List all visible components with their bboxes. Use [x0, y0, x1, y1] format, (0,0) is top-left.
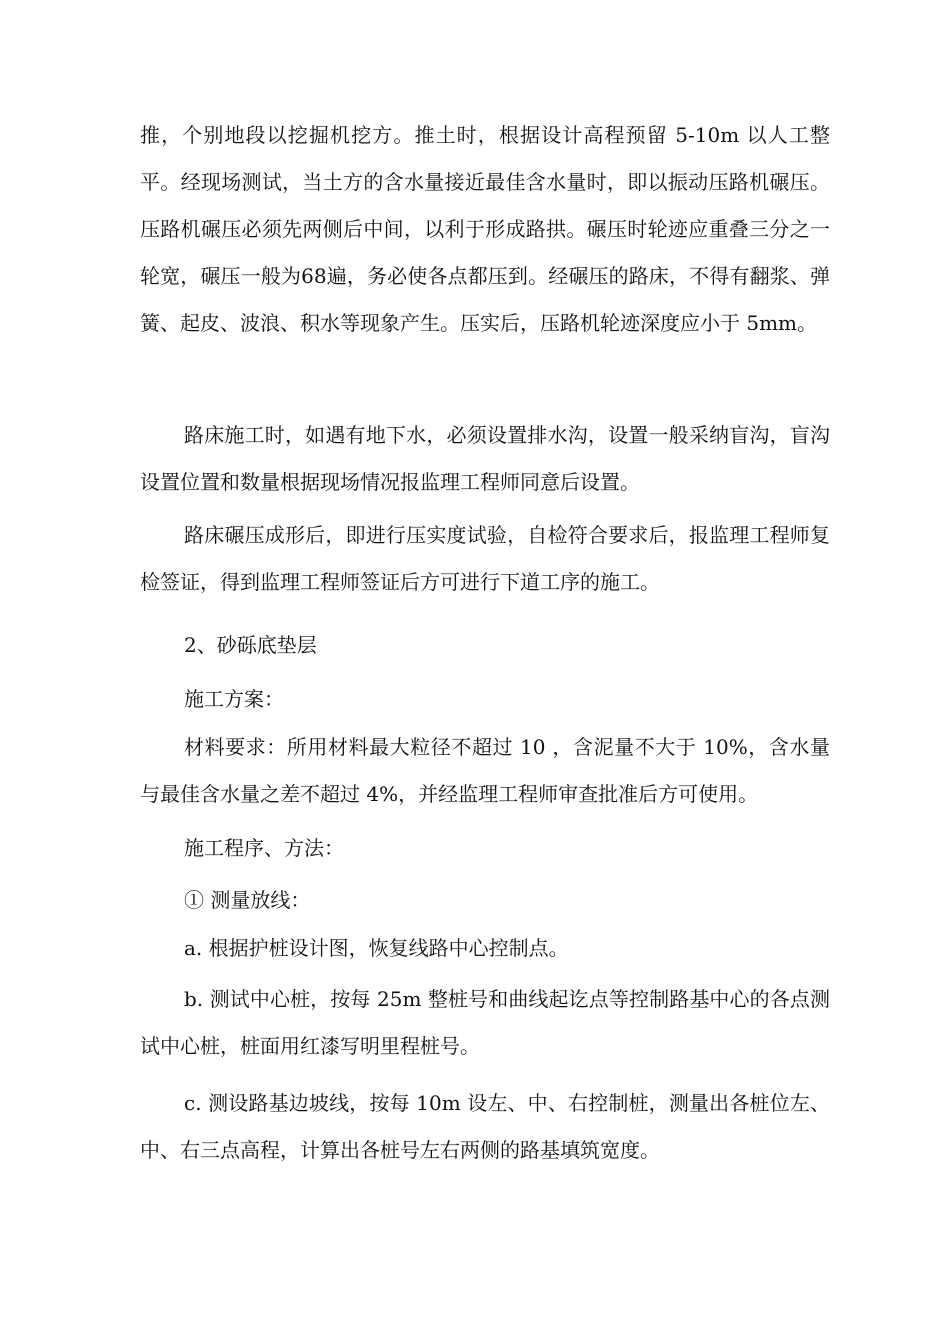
procedure-label: 施工程序、方法： — [184, 836, 344, 860]
paragraph-compaction-test: 路床碾压成形后，即进行压实度试验，自检符合要求后，报监理工程师复检签证，得到监理工程师签证后方可进行下道工序的施工。 — [140, 523, 830, 594]
item-b: b. 测试中心桩，按每 25m 整桩号和曲线起讫点等控制路基中心的各点测试中心桩，桩面用红漆写明里程桩号。 — [140, 987, 830, 1058]
step-survey-setout: ① 测量放线： — [184, 888, 311, 912]
paragraph-groundwater: 路床施工时，如遇有地下水，必须设置排水沟，设置一般采纳盲沟，盲沟设置位置和数量根据现场情况报监理工程师同意后设置。 — [140, 423, 830, 494]
construction-plan-label: 施工方案： — [184, 687, 284, 711]
section-heading: 2、砂砾底垫层 — [184, 633, 317, 657]
paragraph-material-requirements: 材料要求：所用材料最大粒径不超过 10 ，含泥量不大于 10%，含水量与最佳含水量之差不超过 4%，并经监理工程师审查批准后方可使用。 — [140, 735, 830, 806]
item-c: c. 测设路基边坡线，按每 10m 设左、中、右控制桩，测量出各桩位左、中、右三点高程，计算出各桩号左右两侧的路基填筑宽度。 — [140, 1091, 830, 1162]
paragraph-subgrade-compaction: 推，个别地段以挖掘机挖方。推土时，根据设计高程预留 5-10m 以人工整平。经现场测试，当土方的含水量接近最佳含水量时，即以振动压路机碾压。压路机碾压必须先两侧后中间，以利于形成路拱。碾压时轮迹应重叠三分之一轮宽，碾压一般为68遍，务必使各点都压到。经碾压的路床，不得有翻浆、弹簧、起皮、波浪、积水等现象产生。压实后，压路机轮迹深度应小于 5mm。 — [140, 123, 830, 335]
item-a: a. 根据护桩设计图，恢复线路中心控制点。 — [184, 936, 569, 960]
